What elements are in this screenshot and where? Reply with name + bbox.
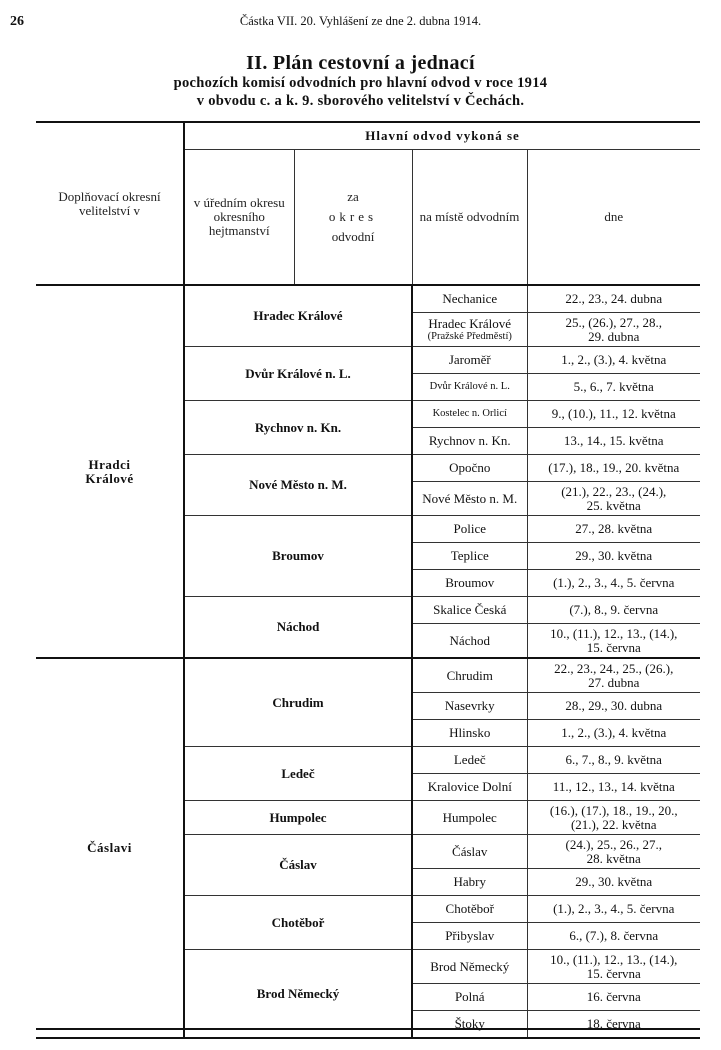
place-cell xyxy=(412,482,527,516)
date-line-2: 15. června xyxy=(586,965,641,981)
header-main: Hlavní odvod vykoná se xyxy=(184,122,700,150)
district-cell: Hradec Králové xyxy=(184,285,412,347)
page-title: II. Plán cestovní a jednací xyxy=(246,52,475,74)
date-cell xyxy=(527,1011,700,1039)
bottom-rule xyxy=(36,1028,700,1030)
district-cell: Ledeč xyxy=(184,747,412,801)
place-name: Opočno xyxy=(449,460,491,475)
col-header-okres: okres xyxy=(328,209,378,224)
place-name: Dvůr Králové n. L. xyxy=(429,381,510,392)
place-cell xyxy=(412,570,527,597)
date-cell xyxy=(527,543,700,570)
date-line-1: (17.), 18., 19., 20. května xyxy=(548,460,680,475)
place-cell xyxy=(412,428,527,455)
col-header-place: na místě odvodním xyxy=(412,150,527,286)
date-cell xyxy=(527,747,700,774)
place-name: Skalice Česká xyxy=(433,602,507,617)
date-line-1: 10., (11.), 12., 13., (14.), xyxy=(550,625,678,641)
place-cell xyxy=(412,984,527,1011)
table-row xyxy=(36,658,700,693)
table-row xyxy=(36,285,700,313)
date-cell xyxy=(527,984,700,1011)
date-line-2: 25. května xyxy=(586,497,641,513)
date-line-1: 9., (10.), 11., 12. května xyxy=(551,406,676,421)
place-cell xyxy=(412,896,527,923)
place-cell xyxy=(412,801,527,835)
place-name: Kralovice Dolní xyxy=(427,779,512,794)
district-cell: Čáslav xyxy=(184,835,412,896)
place-name: Hlinsko xyxy=(449,725,491,740)
date-line-2: 15. června xyxy=(586,639,641,655)
date-cell xyxy=(527,624,700,659)
date-line-1: 13., 14., 15. května xyxy=(563,433,664,448)
place-cell xyxy=(412,923,527,950)
place-note: (Pražské Předměstí) xyxy=(427,330,512,342)
date-cell xyxy=(527,720,700,747)
date-cell xyxy=(527,869,700,896)
col-header-recruit-district xyxy=(294,150,412,286)
place-cell xyxy=(412,516,527,543)
date-line-2: 28. května xyxy=(586,850,641,866)
date-cell xyxy=(527,374,700,401)
region-name-line-1: Čáslavi xyxy=(87,840,132,855)
place-name: Hradec Králové xyxy=(428,315,512,331)
date-cell xyxy=(527,285,700,313)
place-name: Přibyslav xyxy=(445,928,495,943)
date-cell xyxy=(527,597,700,624)
district-cell: Brod Německý xyxy=(184,950,412,1039)
place-name: Broumov xyxy=(445,575,495,590)
date-line-1: 22., 23., 24. dubna xyxy=(565,291,663,306)
date-line-1: (24.), 25., 26., 27., xyxy=(565,836,662,852)
place-cell xyxy=(412,950,527,984)
date-line-1: 10., (11.), 12., 13., (14.), xyxy=(550,951,678,967)
date-cell xyxy=(527,455,700,482)
date-line-1: 1., 2., (3.), 4. května xyxy=(561,725,667,740)
date-line-1: (7.), 8., 9. června xyxy=(569,602,659,617)
place-cell xyxy=(412,543,527,570)
place-cell xyxy=(412,774,527,801)
place-cell xyxy=(412,374,527,401)
place-name: Čáslav xyxy=(452,843,488,859)
date-line-1: 22., 23., 24., 25., (26.), xyxy=(554,660,674,676)
date-line-1: (21.), 22., 23., (24.), xyxy=(561,483,667,499)
region-name-line-1: Hradci xyxy=(88,456,131,472)
region-cell xyxy=(36,658,184,1038)
place-name: Rychnov n. Kn. xyxy=(428,433,511,448)
date-cell xyxy=(527,950,700,984)
date-line-1: (16.), (17.), 18., 19., 20., xyxy=(549,802,678,818)
place-cell xyxy=(412,313,527,347)
place-cell xyxy=(412,835,527,869)
date-line-1: 28., 29., 30. dubna xyxy=(565,698,663,713)
place-name: Humpolec xyxy=(442,809,497,825)
district-cell: Broumov xyxy=(184,516,412,597)
place-name: Nové Město n. M. xyxy=(422,490,518,506)
place-cell xyxy=(412,455,527,482)
date-line-1: 11., 12., 13., 14. května xyxy=(552,779,675,794)
col-header-za: za xyxy=(347,189,359,204)
date-cell xyxy=(527,516,700,543)
place-name: Brod Německý xyxy=(430,958,510,974)
date-line-1: 5., 6., 7. května xyxy=(573,379,654,394)
date-line-2: (21.), 22. května xyxy=(570,816,657,832)
place-cell xyxy=(412,869,527,896)
date-cell xyxy=(527,401,700,428)
place-name: Teplice xyxy=(450,548,489,563)
date-line-1: 6., 7., 8., 9. května xyxy=(565,752,662,767)
date-line-1: 27., 28. května xyxy=(575,521,653,536)
place-cell xyxy=(412,401,527,428)
district-cell: Humpolec xyxy=(184,801,412,835)
place-name: Nasevrky xyxy=(444,698,495,713)
place-cell xyxy=(412,747,527,774)
date-cell xyxy=(527,313,700,347)
place-cell xyxy=(412,347,527,374)
place-name: Habry xyxy=(453,874,486,889)
region-cell xyxy=(36,285,184,658)
place-name: Kostelec n. Orlicí xyxy=(432,408,507,419)
date-line-1: 16. června xyxy=(586,989,641,1004)
place-cell xyxy=(412,658,527,693)
col-header-date: dne xyxy=(527,150,700,286)
place-name: Nechanice xyxy=(442,291,498,306)
date-cell xyxy=(527,801,700,835)
place-cell xyxy=(412,624,527,659)
place-name: Jaroměř xyxy=(448,352,491,367)
district-cell: Dvůr Králové n. L. xyxy=(184,347,412,401)
place-name: Polná xyxy=(454,989,485,1004)
date-line-2: 27. dubna xyxy=(588,674,640,690)
date-cell xyxy=(527,658,700,693)
place-name: Chotěboř xyxy=(445,901,494,916)
date-line-1: 18. června xyxy=(586,1016,641,1031)
place-name: Náchod xyxy=(449,632,490,648)
date-line-1: 25., (26.), 27., 28., xyxy=(565,314,662,330)
running-head: Částka VII. 20. Vyhlášení ze dne 2. dubna 1914. xyxy=(239,14,482,28)
region-name-line-2: Králové xyxy=(85,470,134,486)
col-header-district: v úředním okresu okresního hejtmanství xyxy=(184,150,294,286)
district-cell: Chrudim xyxy=(184,658,412,747)
date-cell xyxy=(527,428,700,455)
date-line-1: (1.), 2., 3., 4., 5. června xyxy=(553,901,675,916)
district-cell: Chotěboř xyxy=(184,896,412,950)
place-name: Ledeč xyxy=(453,752,486,767)
date-line-1: (1.), 2., 3., 4., 5. června xyxy=(553,575,675,590)
col-header-odvodni: odvodní xyxy=(331,229,375,244)
date-cell xyxy=(527,482,700,516)
date-cell xyxy=(527,835,700,869)
district-cell: Nové Město n. M. xyxy=(184,455,412,516)
page-number: 26 xyxy=(10,14,24,29)
date-line-2: 29. dubna xyxy=(588,328,640,344)
page-subtitle-2: v obvodu c. a k. 9. sborového velitelství v Čechách. xyxy=(196,93,525,109)
place-cell xyxy=(412,597,527,624)
date-cell xyxy=(527,923,700,950)
place-cell xyxy=(412,285,527,313)
place-cell xyxy=(412,693,527,720)
place-name: Štoky xyxy=(454,1016,485,1031)
district-cell: Rychnov n. Kn. xyxy=(184,401,412,455)
date-cell xyxy=(527,347,700,374)
date-line-1: 1., 2., (3.), 4. května xyxy=(561,352,667,367)
date-line-1: 6., (7.), 8. června xyxy=(569,928,659,943)
place-cell xyxy=(412,1011,527,1039)
date-line-1: 29., 30. května xyxy=(575,874,653,889)
place-name: Police xyxy=(453,521,486,536)
date-cell xyxy=(527,570,700,597)
place-cell xyxy=(412,720,527,747)
col-header-recruiting-command: Doplňovací okresní velitelství v xyxy=(36,122,184,285)
date-cell xyxy=(527,896,700,923)
date-cell xyxy=(527,693,700,720)
travel-plan-table xyxy=(36,121,700,1039)
date-cell xyxy=(527,774,700,801)
page-subtitle-1: pochozích komisí odvodních pro hlavní odvod v roce 1914 xyxy=(173,75,548,91)
place-name: Chrudim xyxy=(446,667,493,683)
district-cell: Náchod xyxy=(184,597,412,659)
date-line-1: 29., 30. května xyxy=(575,548,653,563)
